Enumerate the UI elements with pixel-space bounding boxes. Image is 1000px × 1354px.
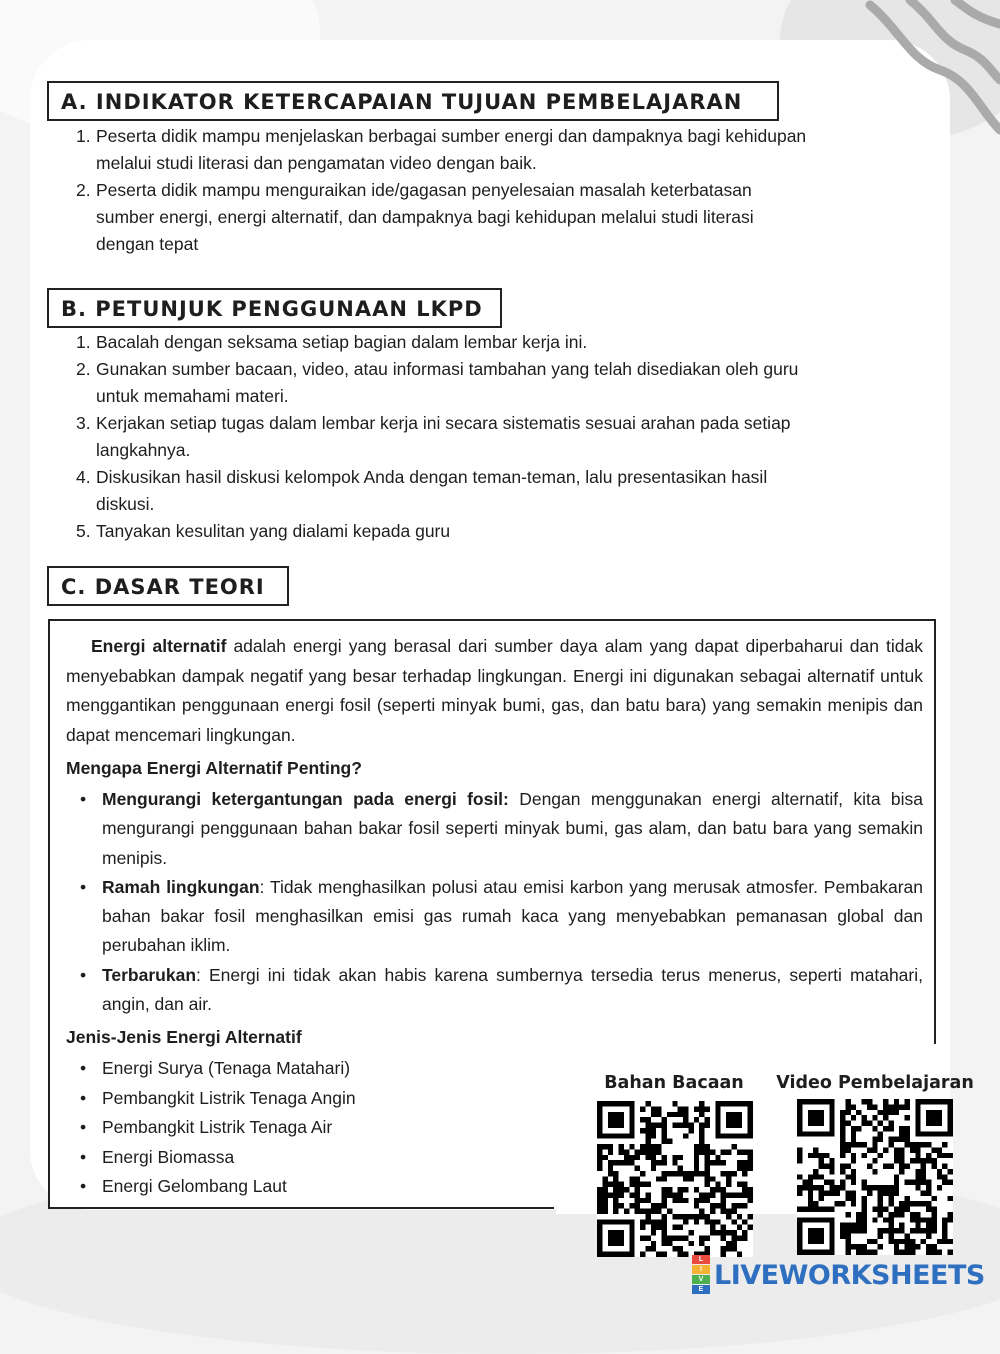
why-item-text: : Tidak menghasilkan polusi atau emisi karbon yang merusak atmosfer. Pembakaran bahan bakar fosil menghasilkan emisi gas rumah kaca yang menyebabkan pemanasan global dan perubahan iklim.	[102, 876, 924, 956]
item-line: langkahnya.	[96, 440, 191, 460]
logo-letter: I	[692, 1265, 710, 1274]
why-list	[66, 785, 923, 1019]
liveworksheets-watermark[interactable]	[692, 1255, 985, 1295]
intro-text: adalah energi yang berasal dari sumber daya alam yang dapat diperbaharui dan tidak menyebabkan dampak negatif yang besar terhadap lingkungan. Energi ini digunakan sebagai alternatif untuk menggantikan penggunaan energi fosil (seperti minyak bumi, gas, dan batu bara) yang semakin menipis dan dapat mencemari lingkungan.	[66, 636, 923, 745]
energy-type-item: • Pembangkit Listrik Tenaga Angin	[66, 1084, 546, 1114]
item-number: 1.	[76, 332, 91, 352]
item-number: 3.	[76, 413, 91, 433]
item-line: Diskusikan hasil diskusi kelompok Anda dengan teman-teman, lalu presentasikan hasil	[96, 467, 768, 487]
why-item-text: : Energi ini tidak akan habis karena sumbernya tersedia terus menerus, seperti matahari, angin, dan air.	[102, 964, 923, 1015]
item-number: 1.	[76, 126, 91, 146]
types-heading: Jenis-Jenis Energi Alternatif	[66, 1027, 302, 1047]
item-number: 2.	[76, 180, 91, 200]
list-item	[50, 464, 930, 518]
energy-type-item: • Energi Surya (Tenaga Matahari)	[66, 1054, 546, 1084]
item-line: Peserta didik mampu menjelaskan berbagai sumber energi dan dampaknya bagi kehidupan	[96, 126, 807, 146]
energy-type-item: • Energi Gelombang Laut	[66, 1172, 546, 1202]
intro-paragraph	[66, 632, 923, 750]
item-line: sumber energi, energi alternatif, dan dampaknya bagi kehidupan melalui studi literasi	[96, 207, 754, 227]
why-heading: Mengapa Energi Alternatif Penting?	[66, 758, 362, 778]
item-line: Bacalah dengan seksama setiap bagian dalam lembar kerja ini.	[96, 332, 588, 352]
list-item	[50, 518, 930, 545]
liveworksheets-logo-icon	[692, 1255, 710, 1295]
section-a-heading: A. INDIKATOR KETERCAPAIAN TUJUAN PEMBELAJARAN	[47, 81, 779, 121]
reading-qr-label: Bahan Bacaan	[604, 1073, 744, 1093]
instructions-list	[50, 329, 930, 545]
list-item	[50, 329, 930, 356]
reading-qr-code[interactable]	[597, 1101, 753, 1257]
why-item-text: Dengan menggunakan energi alternatif, kita bisa mengurangi penggunaan bahan bakar fosil seperti minyak bumi, gas alam, dan batu bara yang semakin menipis.	[102, 789, 923, 868]
item-line: diskusi.	[96, 494, 155, 514]
item-line: Tanyakan kesulitan yang dialami kepada guru	[96, 521, 451, 541]
item-number: 4.	[76, 467, 91, 487]
watermark-text: LIVEWORKSHEETS	[714, 1259, 985, 1291]
list-item	[50, 410, 930, 464]
item-number: 2.	[76, 359, 91, 379]
divider	[48, 1207, 554, 1209]
item-line: melalui studi literasi dan pengamatan video dengan baik.	[96, 153, 537, 173]
list-item	[50, 356, 930, 410]
why-item-term: Terbarukan	[102, 964, 197, 985]
section-b-heading: B. PETUNJUK PENGGUNAAN LKPD	[47, 288, 502, 328]
why-item-term: Ramah lingkungan	[102, 876, 260, 897]
objectives-list	[50, 123, 930, 258]
why-item-term: Mengurangi ketergantungan pada energi fosil:	[102, 789, 509, 809]
item-line: Gunakan sumber bacaan, video, atau informasi tambahan yang telah disediakan oleh guru	[96, 359, 799, 379]
logo-letter: L	[692, 1255, 710, 1264]
video-qr-code[interactable]	[797, 1099, 953, 1255]
list-item	[50, 123, 930, 177]
intro-term: Energi alternatif	[91, 636, 227, 656]
list-item	[50, 177, 930, 258]
section-c-heading: C. DASAR TEORI	[47, 566, 289, 606]
why-item	[66, 961, 923, 1020]
video-qr-label: Video Pembelajaran	[776, 1073, 974, 1093]
logo-letter: V	[692, 1275, 710, 1284]
item-number: 5.	[76, 521, 91, 541]
item-line: dengan tepat	[96, 234, 199, 254]
item-line: Kerjakan setiap tugas dalam lembar kerja ini secara sistematis sesuai arahan pada setiap	[96, 413, 791, 433]
energy-type-item: • Energi Biomassa	[66, 1143, 546, 1173]
item-line: untuk memahami materi.	[96, 386, 289, 406]
types-list	[66, 1054, 546, 1202]
logo-letter: E	[692, 1285, 710, 1294]
item-line: Peserta didik mampu menguraikan ide/gagasan penyelesaian masalah keterbatasan	[96, 180, 752, 200]
energy-type-item: • Pembangkit Listrik Tenaga Air	[66, 1113, 546, 1143]
why-item	[66, 873, 923, 961]
why-item	[66, 785, 923, 873]
